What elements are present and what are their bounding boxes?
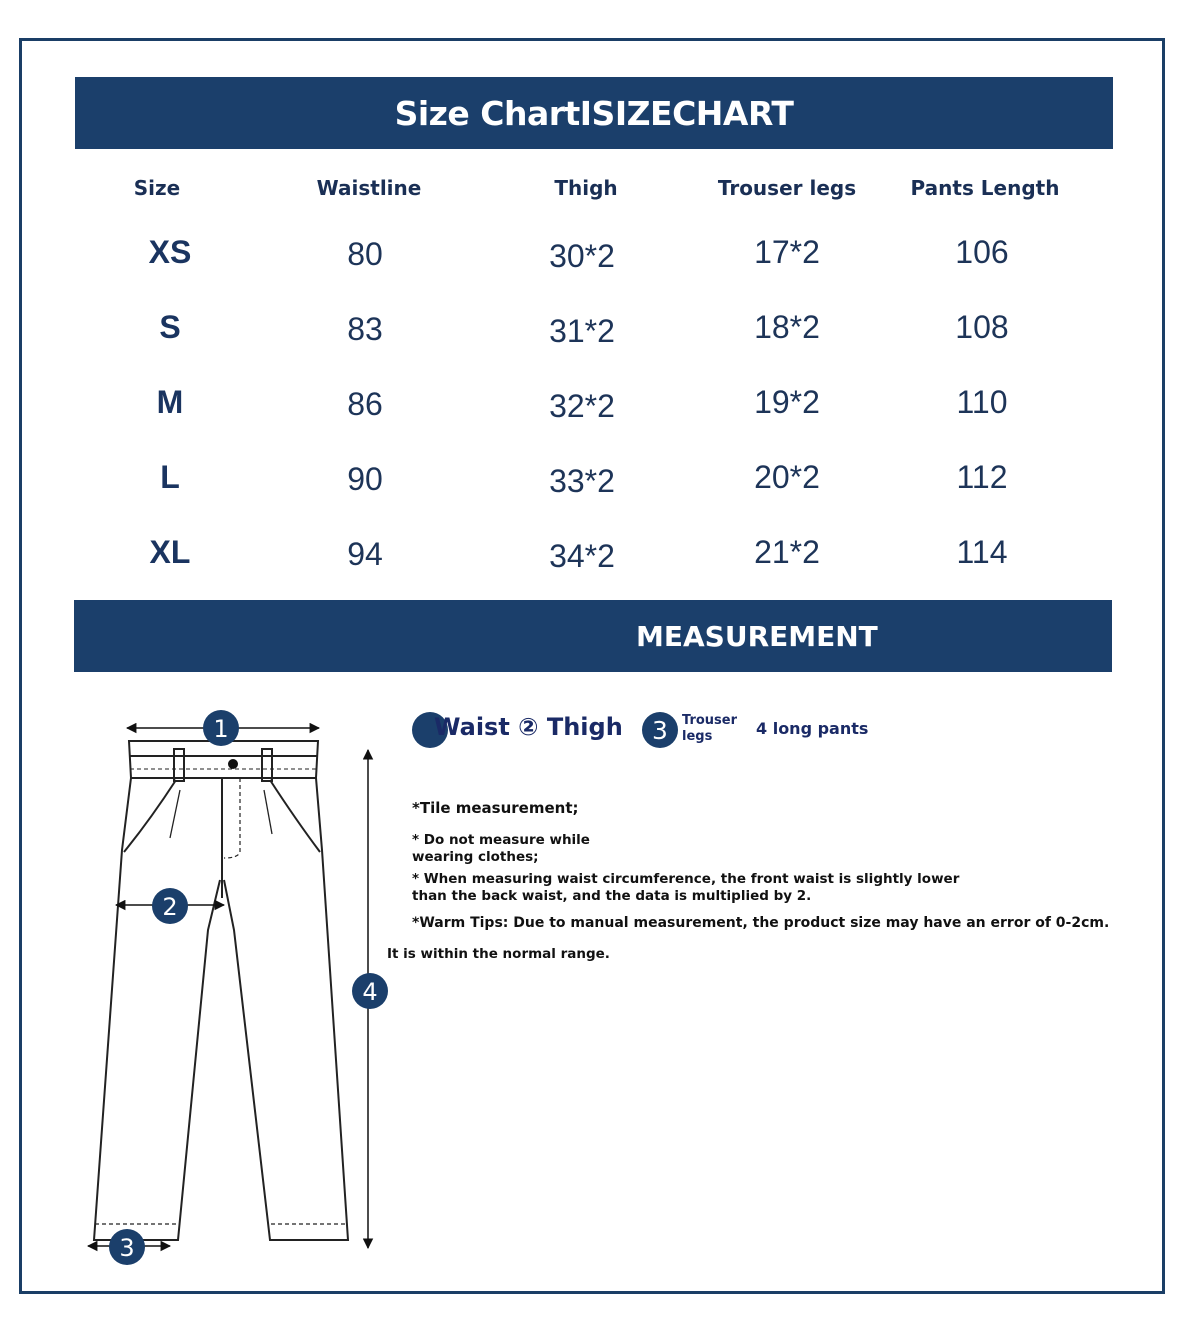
length-cell: 108 — [955, 309, 1009, 345]
thigh-cell: 31*2 — [549, 313, 615, 349]
length-cell: 112 — [956, 459, 1008, 495]
size-cell: L — [160, 459, 180, 495]
thigh-cell: 34*2 — [549, 538, 615, 574]
length-cell: 110 — [956, 384, 1008, 420]
size-cell: S — [159, 309, 181, 345]
badge-3-icon: 3 — [642, 712, 678, 748]
legs-cell: 21*2 — [754, 534, 820, 570]
note-waist-1: * When measuring waist circumference, the front waist is slightly lower — [412, 871, 960, 887]
note-no-clothes-2: wearing clothes; — [412, 849, 539, 865]
thigh-cell: 30*2 — [549, 238, 615, 274]
diagram-label-1: 1 — [213, 715, 229, 743]
legend-trouser-line1: Trouser — [682, 713, 738, 728]
size-cell: XL — [149, 534, 191, 570]
thigh-cell: 33*2 — [549, 463, 615, 499]
note-no-clothes-1: * Do not measure while — [412, 832, 590, 848]
thigh-cell: 32*2 — [549, 388, 615, 424]
legend-waist-thigh: Waist ② Thigh — [434, 713, 623, 741]
diagram-label-4: 4 — [362, 978, 378, 1006]
legend-long-pants: 4 long pants — [756, 719, 869, 738]
length-cell: 106 — [955, 234, 1009, 270]
size-cell: M — [156, 384, 184, 420]
note-tile: *Tile measurement; — [412, 799, 579, 817]
waist-cell: 90 — [347, 461, 383, 497]
button-icon — [228, 759, 238, 769]
waist-cell: 94 — [347, 536, 383, 572]
header-trouser-legs: Trouser legs — [717, 176, 857, 200]
header-size: Size — [133, 176, 181, 200]
legs-cell: 19*2 — [754, 384, 820, 420]
header-thigh: Thigh — [554, 176, 618, 200]
waist-cell: 83 — [347, 311, 383, 347]
note-warm-tips: *Warm Tips: Due to manual measurement, the product size may have an error of 0-2cm. — [412, 915, 1110, 931]
pants-outline — [94, 741, 348, 1240]
diagram-label-3: 3 — [119, 1234, 135, 1262]
legend-trouser-line2: legs — [682, 729, 713, 744]
note-waist-2: than the back waist, and the data is multiplied by 2. — [412, 888, 812, 904]
page-title: Size ChartISIZECHART — [394, 93, 794, 133]
legs-cell: 20*2 — [754, 459, 820, 495]
legs-cell: 18*2 — [754, 309, 820, 345]
waist-cell: 80 — [347, 236, 383, 272]
header-pants-length: Pants Length — [910, 176, 1060, 200]
size-cell: XS — [148, 234, 192, 270]
legs-cell: 17*2 — [754, 234, 820, 270]
header-waistline: Waistline — [316, 176, 422, 200]
diagram-label-2: 2 — [162, 893, 178, 921]
length-cell: 114 — [956, 534, 1008, 570]
waist-cell: 86 — [347, 386, 383, 422]
note-normal-range: It is within the normal range. — [387, 946, 610, 962]
measurement-title: MEASUREMENT — [636, 619, 878, 653]
